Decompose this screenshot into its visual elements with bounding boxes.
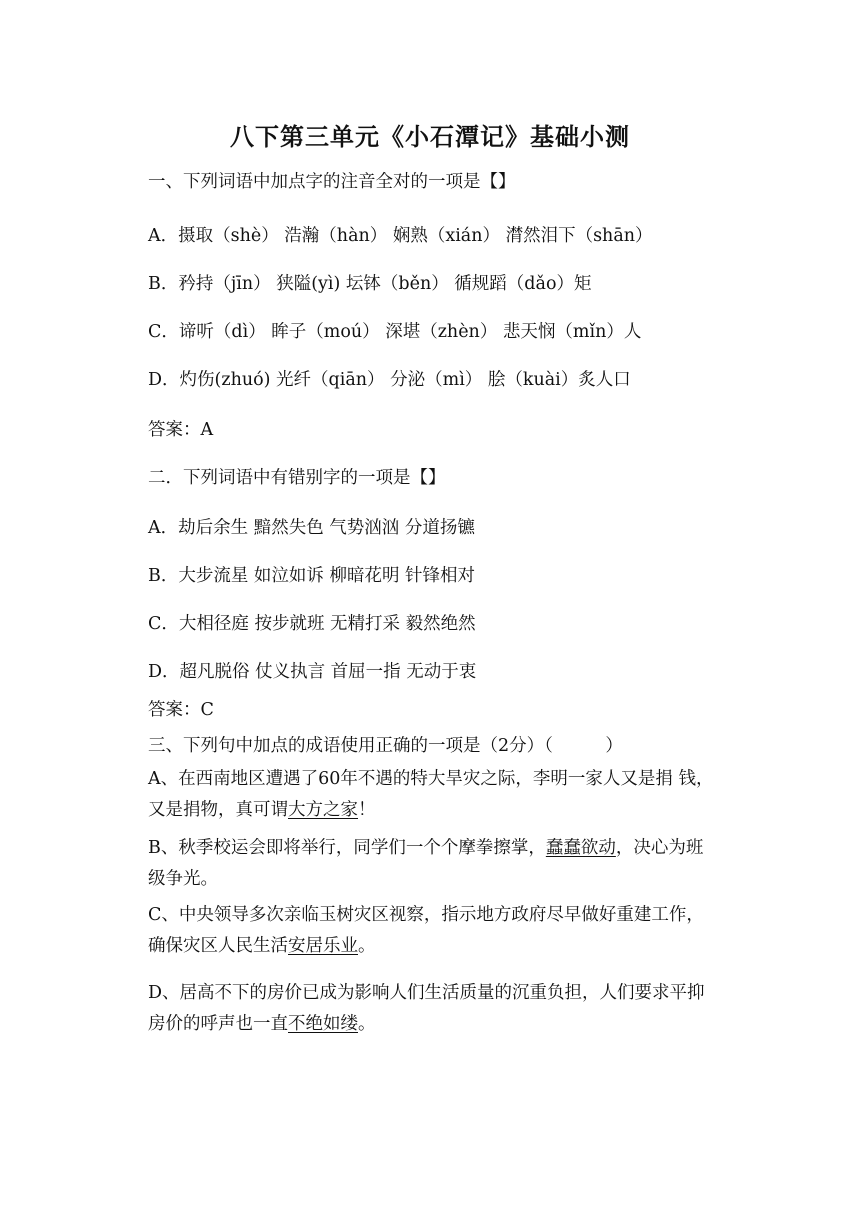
option-text: ！	[358, 800, 376, 820]
q2-answer: 答案：C	[148, 700, 214, 720]
underlined-idiom: 不绝如缕	[288, 1014, 358, 1034]
option-text: ，决心为班级争光。	[148, 838, 704, 889]
q1-stem: 一、下列词语中加点字的注音全对的一项是【】	[148, 172, 516, 192]
q2-option-d: D．超凡脱俗 仗义执言 首屈一指 无动于衷	[148, 662, 477, 682]
underlined-idiom: 大方之家	[288, 800, 358, 820]
q1-option-a: A．摄取（shè） 浩瀚（hàn） 娴熟（xián） 潸然泪下（shān）	[148, 226, 653, 246]
q1-option-d: D．灼伤(zhuó) 光纤（qiān） 分泌（mì） 脍（kuài）炙人口	[148, 370, 631, 390]
q2-option-a: A．劫后余生 黯然失色 气势汹汹 分道扬镳	[148, 518, 475, 538]
underlined-idiom: 安居乐业	[288, 936, 358, 956]
q1-answer: 答案：A	[148, 420, 214, 440]
option-text: D、居高不下的房价已成为影响人们生活质量的沉重负担，人们要求平抑房价的呼声也一直	[148, 983, 705, 1034]
q1-option-c: C．谛听（dì） 眸子（moú） 深堪（zhèn） 悲天悯（mǐn）人	[148, 322, 642, 342]
q3-option-a	[148, 764, 716, 826]
option-text: C、中央领导多次亲临玉树灾区视察，指示地方政府尽早做好重建工作，确保灾区人民生活	[148, 905, 704, 956]
q3-option-c	[148, 900, 716, 962]
q3-option-b	[148, 833, 716, 895]
option-text: A、在西南地区遭遇了60年不遇的特大旱灾之际，李明一家人又是捐 钱，又是捐物，真可谓	[148, 769, 714, 820]
q1-option-b: B．矜持（jīn） 狭隘(yì) 坛钵（běn） 循规蹈（dǎo）矩	[148, 274, 592, 294]
q2-stem: 二．下列词语中有错别字的一项是【】	[148, 468, 446, 488]
q2-option-c: C．大相径庭 按步就班 无精打采 毅然绝然	[148, 614, 476, 634]
q2-option-b: B．大步流星 如泣如诉 柳暗花明 针锋相对	[148, 566, 476, 586]
option-text: 。	[358, 936, 376, 956]
page-title: 八下第三单元《小石潭记》基础小测	[230, 122, 630, 151]
q3-option-d	[148, 978, 716, 1040]
underlined-idiom: 蠢蠢欲动	[545, 838, 616, 858]
option-text: B、秋季校运会即将举行，同学们一个个摩拳擦掌，	[148, 838, 546, 858]
q3-stem: 三、下列句中加点的成语使用正确的一项是（2分）（ ）	[148, 736, 623, 756]
option-text: 。	[358, 1014, 376, 1034]
